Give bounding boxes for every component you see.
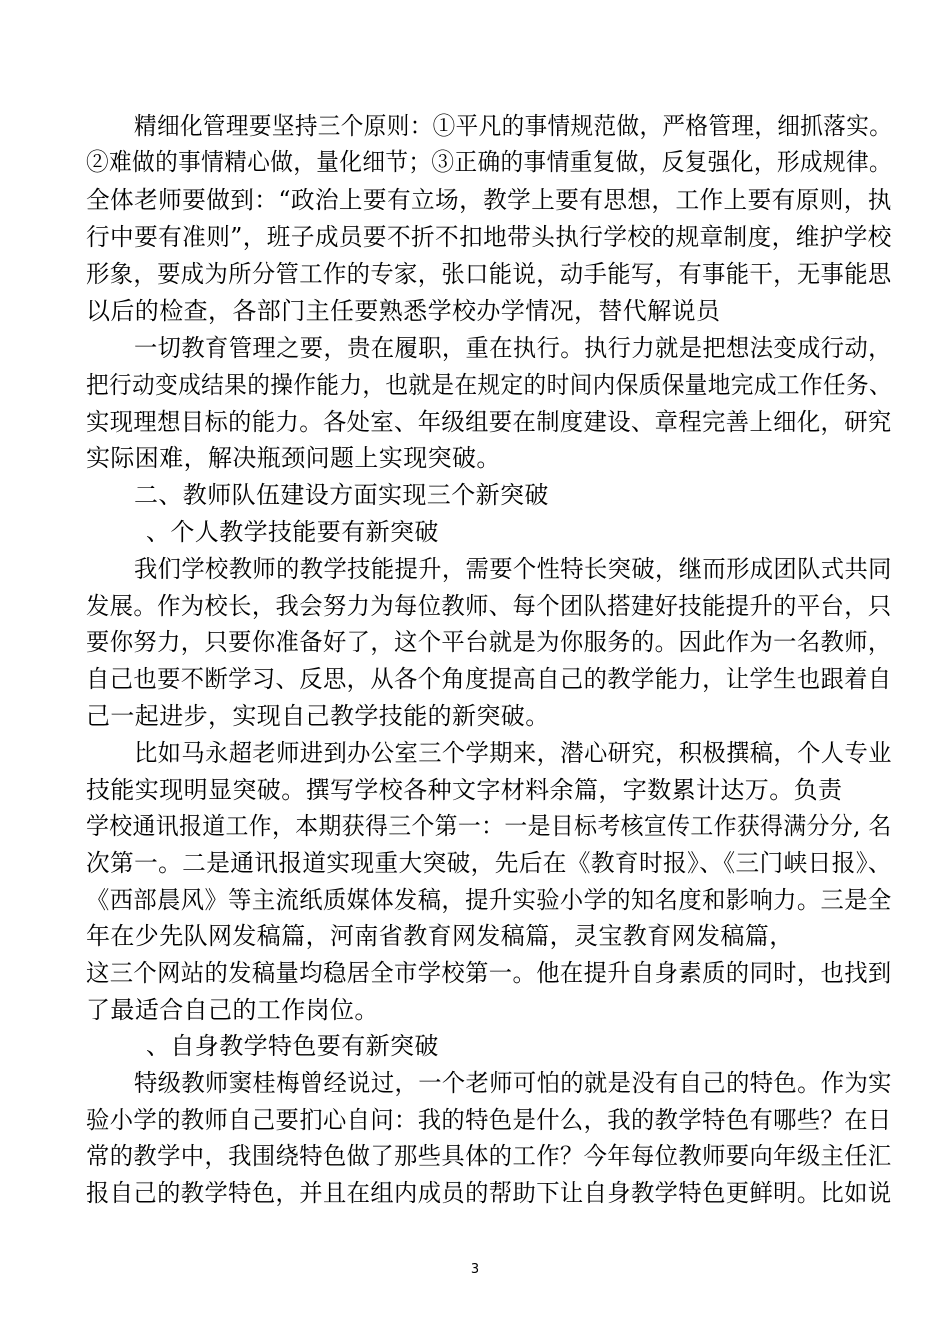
text-line: 年在少先队网发稿篇，河南省教育网发稿篇，灵宝教育网发稿篇， [86,922,794,950]
text-line: 次第一。二是通讯报道实现重大突破，先后在《教育时报》、《三门峡日报》、 [86,849,892,877]
text-line: 技能实现明显突破。撰写学校各种文字材料余篇，字数累计达万。负责 [86,776,843,804]
text-line: 报自己的教学特色，并且在组内成员的帮助下让自身教学特色更鲜明。比如说 [86,1179,892,1207]
text-line: 精细化管理要坚持三个原则：①平凡的事情规范做，严格管理，细抓落实。 [134,112,893,140]
text-line: 常的教学中，我围绕特色做了那些具体的工作？今年每位教师要向年级主任汇 [86,1142,892,1170]
text-line: 把行动变成结果的操作能力，也就是在规定的时间内保质保量地完成工作任务、 [86,371,893,399]
section-heading: 二、教师队伍建设方面实现三个新突破 [134,481,549,509]
page-number: 3 [470,1262,480,1277]
text-line: 自己也要不断学习、反思，从各个角度提高自己的教学能力，让学生也跟着自 [86,665,892,693]
text-line: 学校通讯报道工作，本期获得三个第一：一是目标考核宣传工作获得满分分, 名 [86,812,892,840]
text-line: 以后的检查，各部门主任要熟悉学校办学情况，替代解说员 [86,297,721,325]
subsection-heading: 、自身教学特色要有新突破 [146,1032,439,1060]
text-line: 行中要有准则”，班子成员要不折不扣地带头执行学校的规章制度，维护学校 [86,223,892,251]
text-line: 《西部晨风》等主流纸质媒体发稿，提升实验小学的知名度和影响力。三是全 [86,886,892,914]
subsection-heading: 、个人教学技能要有新突破 [146,518,439,546]
text-line: 这三个网站的发稿量均稳居全市学校第一。他在提升自身素质的同时，也找到 [86,959,892,987]
text-line: 一切教育管理之要，贵在履职，重在执行。执行力就是把想法变成行动， [134,334,892,362]
text-line: 我们学校教师的教学技能提升，需要个性特长突破，继而形成团队式共同 [134,555,892,583]
text-line: 全体老师要做到：“政治上要有立场，教学上要有思想，工作上要有原则，执 [86,186,892,214]
text-line: 己一起进步，实现自己教学技能的新突破。 [86,702,550,730]
text-line: 实际困难，解决瓶颈问题上实现突破。 [86,444,501,472]
text-line: 发展。作为校长，我会努力为每位教师、每个团队搭建好技能提升的平台，只 [86,592,892,620]
text-line: 实现理想目标的能力。各处室、年级组要在制度建设、章程完善上细化，研究 [86,408,892,436]
text-line: 形象，要成为所分管工作的专家，张口能说，动手能写，有事能干，无事能思 [86,260,892,288]
text-line: 了最适合自己的工作岗位。 [86,996,379,1024]
text-line: 比如马永超老师进到办公室三个学期来，潜心研究，积极撰稿，个人专业 [134,739,892,767]
text-line: ②难做的事情精心做，量化细节；③正确的事情重复做，反复强化，形成规律。 [86,148,893,176]
text-line: 验小学的教师自己要扪心自问：我的特色是什么，我的教学特色有哪些？在日 [86,1106,892,1134]
text-line: 要你努力，只要你准备好了，这个平台就是为你服务的。因此作为一名教师， [86,628,892,656]
text-line: 特级教师窦桂梅曾经说过，一个老师可怕的就是没有自己的特色。作为实 [134,1069,892,1097]
